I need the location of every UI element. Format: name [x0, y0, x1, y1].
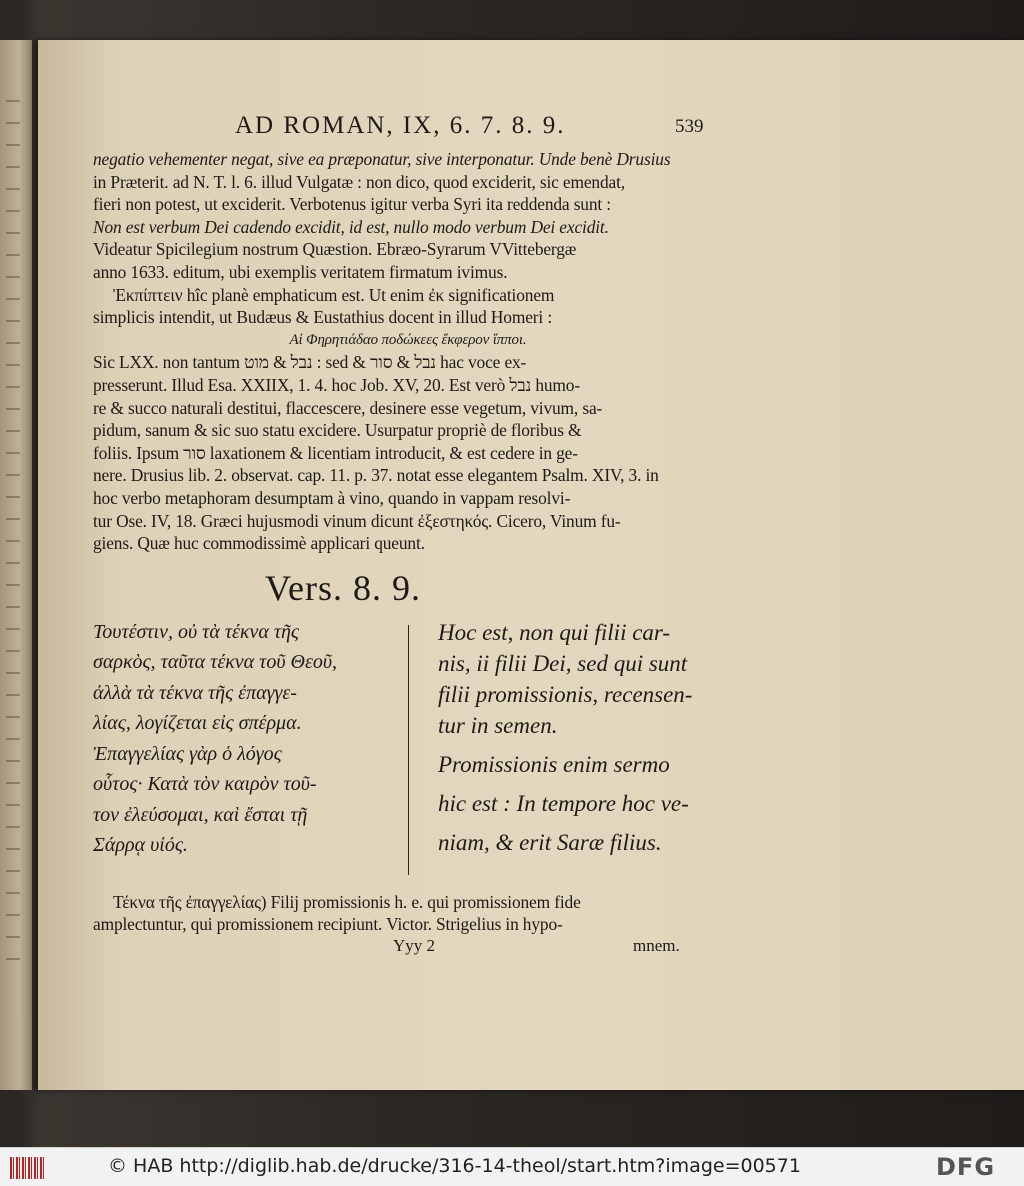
barcode-icon [10, 1157, 46, 1179]
text-line: fieri non potest, ut exciderit. Verbotenus igitur verba Syri ita reddenda sunt : [93, 194, 611, 215]
footnote-line: amplectuntur, qui promissionem recipiunt. Victor. Strigelius in hypo- [93, 914, 563, 935]
column-divider [408, 625, 409, 875]
verse-heading: Vers. 8. 9. [265, 567, 421, 608]
text-line: Videatur Spicilegium nostrum Quæstion. Ebræo-Syrarum VVittebergæ [93, 239, 577, 260]
footnote-line: Τέκνα τῆς ἐπαγγελίας) Filij promissionis h. e. qui promissionem fide [113, 891, 581, 912]
facing-page-edge [0, 40, 32, 1090]
greek-line: Τουτέστιν, οὐ τὰ τέκνα τῆς [93, 620, 300, 643]
latin-line: nis, ii filii Dei, sed qui sunt [438, 650, 688, 676]
greek-line: Σάρρᾳ υἱός. [93, 834, 188, 857]
footnote [93, 891, 723, 936]
greek-column [93, 617, 393, 861]
viewer-footer [0, 1147, 1024, 1186]
text-line: nere. Drusius lib. 2. observat. cap. 11. p. 37. notat esse elegantem Psalm. XIV, 3. in [93, 465, 659, 486]
greek-line: λίας, λογίζεται εἰς σπέρμα. [93, 712, 302, 735]
text-line: presserunt. Illud Esa. XXIIX, 1. 4. hoc Job. XV, 20. Est verò נבל humo- [93, 374, 580, 395]
signature-mark: Yyy 2 [393, 935, 436, 955]
page-foot [93, 936, 723, 960]
text-line: Ἐκπίπτειν hîc planè emphaticum est. Ut enim ἐκ significationem [113, 284, 555, 305]
text-line: Sic LXX. non tantum נבל & מוט : sed & נבל & סור hac voce ex- [93, 352, 527, 373]
source-link[interactable]: © HAB http://diglib.hab.de/drucke/316-14-theol/start.htm?image=00571 [108, 1155, 801, 1177]
running-head-title: AD ROMAN, IX, 6. 7. 8. 9. [235, 112, 566, 139]
latin-line: Hoc est, non qui filii car- [438, 619, 671, 645]
latin-line: tur in semen. [438, 712, 558, 738]
text-line: pidum, sanum & sic suo statu excidere. Usurpatur propriè de floribus & [93, 420, 582, 441]
text-line: tur Ose. IV, 18. Græci hujusmodi vinum dicunt ἐξεστηκός. Cicero, Vinum fu- [93, 510, 621, 531]
commentary-text [93, 148, 723, 555]
latin-line: Promissionis enim sermo [438, 751, 670, 777]
parallel-text [93, 617, 723, 879]
greek-line: ἀλλὰ τὰ τέκνα τῆς ἐπαγγε- [93, 681, 297, 704]
latin-line: hic est : In tempore hoc ve- [438, 790, 689, 816]
text-line: simplicis intendit, ut Budæus & Eustathius docent in illud Homeri : [93, 307, 552, 328]
catchword: mnem. [633, 935, 680, 955]
text-line: negatio vehementer negat, sive ea præponatur, sive interponatur. Unde benè Drusius [93, 149, 671, 169]
page-number: 539 [675, 116, 704, 137]
latin-line: niam, & erit Saræ filius. [438, 829, 662, 855]
text-line: in Præterit. ad N. T. l. 6. illud Vulgatæ : non dico, quod exciderit, sic emendat, [93, 171, 625, 192]
text-line: giens. Quæ huc commodissimè applicari queunt. [93, 533, 425, 554]
text-line: re & succo naturali destitui, flaccescere, desinere esse vegetum, vivum, sa- [93, 397, 603, 418]
running-head [93, 112, 723, 148]
text-line: Non est verbum Dei cadendo excidit, id est, nullo modo verbum Dei excidit. [93, 216, 609, 237]
greek-line: σαρκὸς, ταῦτα τέκνα τοῦ Θεοῦ, [93, 651, 338, 674]
greek-line: Ἐπαγγελίας γὰρ ὁ λόγος [93, 742, 282, 765]
text-line: anno 1633. editum, ubi exemplis veritatem firmatum ivimus. [93, 261, 508, 282]
page-content [93, 112, 723, 960]
greek-line: οὗτος· Κατὰ τὸν καιρὸν τοῦ- [93, 773, 317, 796]
greek-line: τον ἐλεύσομαι, καὶ ἔσται τῇ [93, 803, 308, 826]
dfg-logo: DFG [936, 1153, 996, 1181]
text-line: foliis. Ipsum סור laxationem & licentiam introducit, & est cedere in ge- [93, 442, 578, 463]
homer-quote: Αἱ Φηρητιάδαο ποδώκεες ἔκφερον ἵπποι. [289, 331, 527, 348]
book-page [38, 40, 1024, 1090]
text-line: hoc verbo metaphoram desumptam à vino, quando in vappam resolvi- [93, 487, 571, 508]
latin-column [438, 617, 728, 858]
latin-line: filii promissionis, recensen- [438, 681, 693, 707]
